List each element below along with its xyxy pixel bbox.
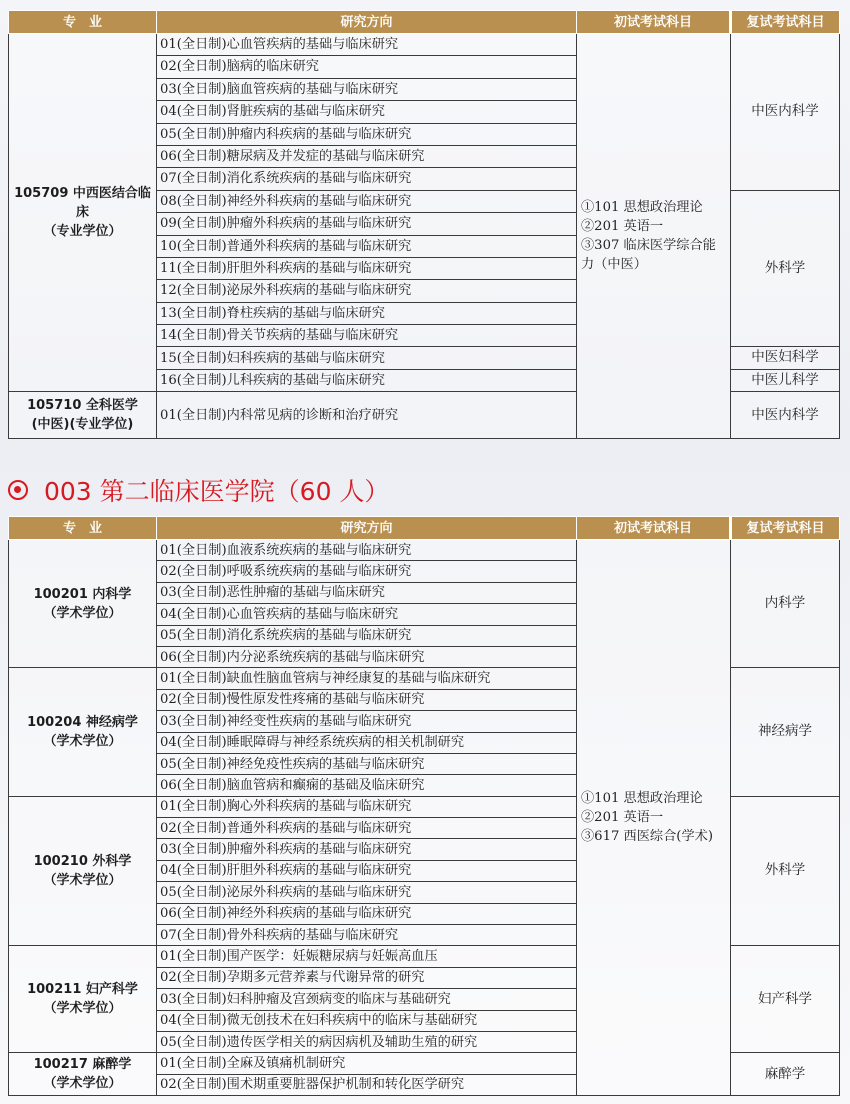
direction-cell: 04(全日制)微无创技术在妇科疾病中的临床与基础研究 [157, 1010, 577, 1031]
major-cell [9, 946, 157, 1053]
direction-cell: 13(全日制)脊柱疾病的基础与临床研究 [157, 302, 577, 324]
direction-cell: 01(全日制)全麻及镇痛机制研究 [157, 1053, 577, 1074]
direction-cell: 02(全日制)围术期重要脏器保护机制和转化医学研究 [157, 1074, 577, 1095]
retest-cell: 中医内科学 [731, 392, 840, 439]
exam-subject: ②201 英语一 [581, 219, 664, 235]
major-cell [9, 392, 157, 439]
direction-cell: 02(全日制)脑病的临床研究 [157, 56, 577, 78]
major-name: 100201 内科学 [33, 586, 132, 602]
direction-cell: 01(全日制)围产医学：妊娠糖尿病与妊娠高血压 [157, 946, 577, 967]
major-name: 100210 外科学 [33, 854, 132, 870]
direction-cell: 12(全日制)泌尿外科疾病的基础与临床研究 [157, 280, 577, 302]
direction-cell: 04(全日制)肝胆外科疾病的基础与临床研究 [157, 860, 577, 881]
retest-cell: 神经病学 [731, 668, 840, 796]
direction-cell: 03(全日制)恶性肿瘤的基础与临床研究 [157, 582, 577, 603]
header-direction: 研究方向 [157, 11, 577, 34]
major-cell [9, 1053, 157, 1096]
table-header [9, 517, 840, 540]
major-cell [9, 34, 157, 392]
retest-cell: 中医内科学 [731, 34, 840, 191]
major-name: 100217 麻醉学 [33, 1057, 132, 1073]
major-cell [9, 796, 157, 946]
initial-exam-cell [577, 34, 731, 439]
direction-cell: 07(全日制)消化系统疾病的基础与临床研究 [157, 168, 577, 190]
direction-cell: 04(全日制)心血管疾病的基础与临床研究 [157, 604, 577, 625]
direction-cell: 14(全日制)骨关节疾病的基础与临床研究 [157, 325, 577, 347]
header-retest: 复试考试科目 [731, 517, 840, 540]
direction-cell: 04(全日制)肾脏疾病的基础与临床研究 [157, 101, 577, 123]
direction-cell: 02(全日制)孕期多元营养素与代谢异常的研究 [157, 967, 577, 988]
retest-cell: 麻醉学 [731, 1053, 840, 1096]
retest-cell: 中医儿科学 [731, 369, 840, 391]
direction-cell: 01(全日制)心血管疾病的基础与临床研究 [157, 34, 577, 56]
direction-cell: 01(全日制)缺血性脑血管病与神经康复的基础与临床研究 [157, 668, 577, 689]
initial-exam-cell [577, 540, 731, 1096]
header-major: 专 业 [9, 11, 157, 34]
direction-cell: 05(全日制)遗传医学相关的病因病机及辅助生殖的研究 [157, 1031, 577, 1052]
direction-cell: 11(全日制)肝胆外科疾病的基础与临床研究 [157, 257, 577, 279]
direction-cell: 06(全日制)内分泌系统疾病的基础与临床研究 [157, 646, 577, 667]
exam-subject: ①101 思想政治理论 [581, 200, 703, 216]
direction-cell: 03(全日制)肿瘤外科疾病的基础与临床研究 [157, 839, 577, 860]
exam-subject: ②201 英语一 [581, 810, 664, 826]
direction-cell: 04(全日制)睡眠障碍与神经系统疾病的相关机制研究 [157, 732, 577, 753]
direction-cell: 06(全日制)糖尿病及并发症的基础与临床研究 [157, 145, 577, 167]
direction-cell: 06(全日制)神经外科疾病的基础与临床研究 [157, 903, 577, 924]
program-table-2 [8, 516, 840, 1096]
exam-subject: ③617 西医综合(学术) [581, 829, 713, 845]
section-title: 003 第二临床医学院（60 人） [44, 477, 390, 506]
direction-cell: 01(全日制)胸心外科疾病的基础与临床研究 [157, 796, 577, 817]
direction-cell: 08(全日制)神经外科疾病的基础与临床研究 [157, 190, 577, 212]
direction-cell: 16(全日制)儿科疾病的基础与临床研究 [157, 369, 577, 391]
direction-cell: 05(全日制)消化系统疾病的基础与临床研究 [157, 625, 577, 646]
table-row [9, 540, 840, 561]
direction-cell: 06(全日制)脑血管病和癫痫的基础及临床研究 [157, 775, 577, 796]
direction-cell: 05(全日制)神经免疫性疾病的基础与临床研究 [157, 753, 577, 774]
major-name: 100204 神经病学 [27, 715, 138, 731]
direction-cell: 03(全日制)脑血管疾病的基础与临床研究 [157, 78, 577, 100]
retest-cell: 内科学 [731, 540, 840, 668]
direction-cell: 05(全日制)肿瘤内科疾病的基础与临床研究 [157, 123, 577, 145]
direction-cell: 02(全日制)普通外科疾病的基础与临床研究 [157, 818, 577, 839]
major-name: 105710 全科医学 [27, 398, 138, 414]
direction-cell: 15(全日制)妇科疾病的基础与临床研究 [157, 347, 577, 369]
degree-type: （学术学位） [43, 1001, 122, 1017]
direction-cell: 07(全日制)骨外科疾病的基础与临床研究 [157, 925, 577, 946]
header-direction: 研究方向 [157, 517, 577, 540]
direction-cell: 10(全日制)普通外科疾病的基础与临床研究 [157, 235, 577, 257]
direction-cell: 01(全日制)内科常见病的诊断和治疗研究 [157, 392, 577, 439]
major-name: 100211 妇产科学 [27, 982, 138, 998]
degree-type: （学术学位） [43, 1076, 122, 1092]
section-heading [8, 472, 389, 508]
direction-cell: 05(全日制)泌尿外科疾病的基础与临床研究 [157, 882, 577, 903]
retest-cell: 妇产科学 [731, 946, 840, 1053]
exam-subject: ③307 临床医学综合能力（中医） [581, 238, 716, 273]
degree-type: （学术学位） [43, 605, 122, 621]
direction-cell: 03(全日制)神经变性疾病的基础与临床研究 [157, 711, 577, 732]
major-cell [9, 540, 157, 668]
header-initial-exam: 初试考试科目 [577, 517, 731, 540]
header-retest: 复试考试科目 [731, 11, 840, 34]
major-cell [9, 668, 157, 796]
table-row [9, 34, 840, 56]
degree-type: （专业学位） [43, 224, 122, 240]
header-initial-exam: 初试考试科目 [577, 11, 731, 34]
direction-cell: 02(全日制)慢性原发性疼痛的基础与临床研究 [157, 689, 577, 710]
degree-type: （学术学位） [43, 873, 122, 889]
major-name: 105709 中西医结合临床 [14, 186, 151, 221]
header-major: 专 业 [9, 517, 157, 540]
program-table-1 [8, 10, 840, 439]
retest-cell: 外科学 [731, 796, 840, 946]
direction-cell: 09(全日制)肿瘤外科疾病的基础与临床研究 [157, 213, 577, 235]
direction-cell: 02(全日制)呼吸系统疾病的基础与临床研究 [157, 561, 577, 582]
degree-type: (中医)(专业学位) [31, 417, 134, 433]
degree-type: （学术学位） [43, 734, 122, 750]
target-bullet-icon [8, 480, 28, 500]
exam-subject: ①101 思想政治理论 [581, 791, 703, 807]
direction-cell: 01(全日制)血液系统疾病的基础与临床研究 [157, 540, 577, 561]
retest-cell: 中医妇科学 [731, 347, 840, 369]
retest-cell: 外科学 [731, 190, 840, 347]
table-header [9, 11, 840, 34]
direction-cell: 03(全日制)妇科肿瘤及宫颈病变的临床与基础研究 [157, 989, 577, 1010]
